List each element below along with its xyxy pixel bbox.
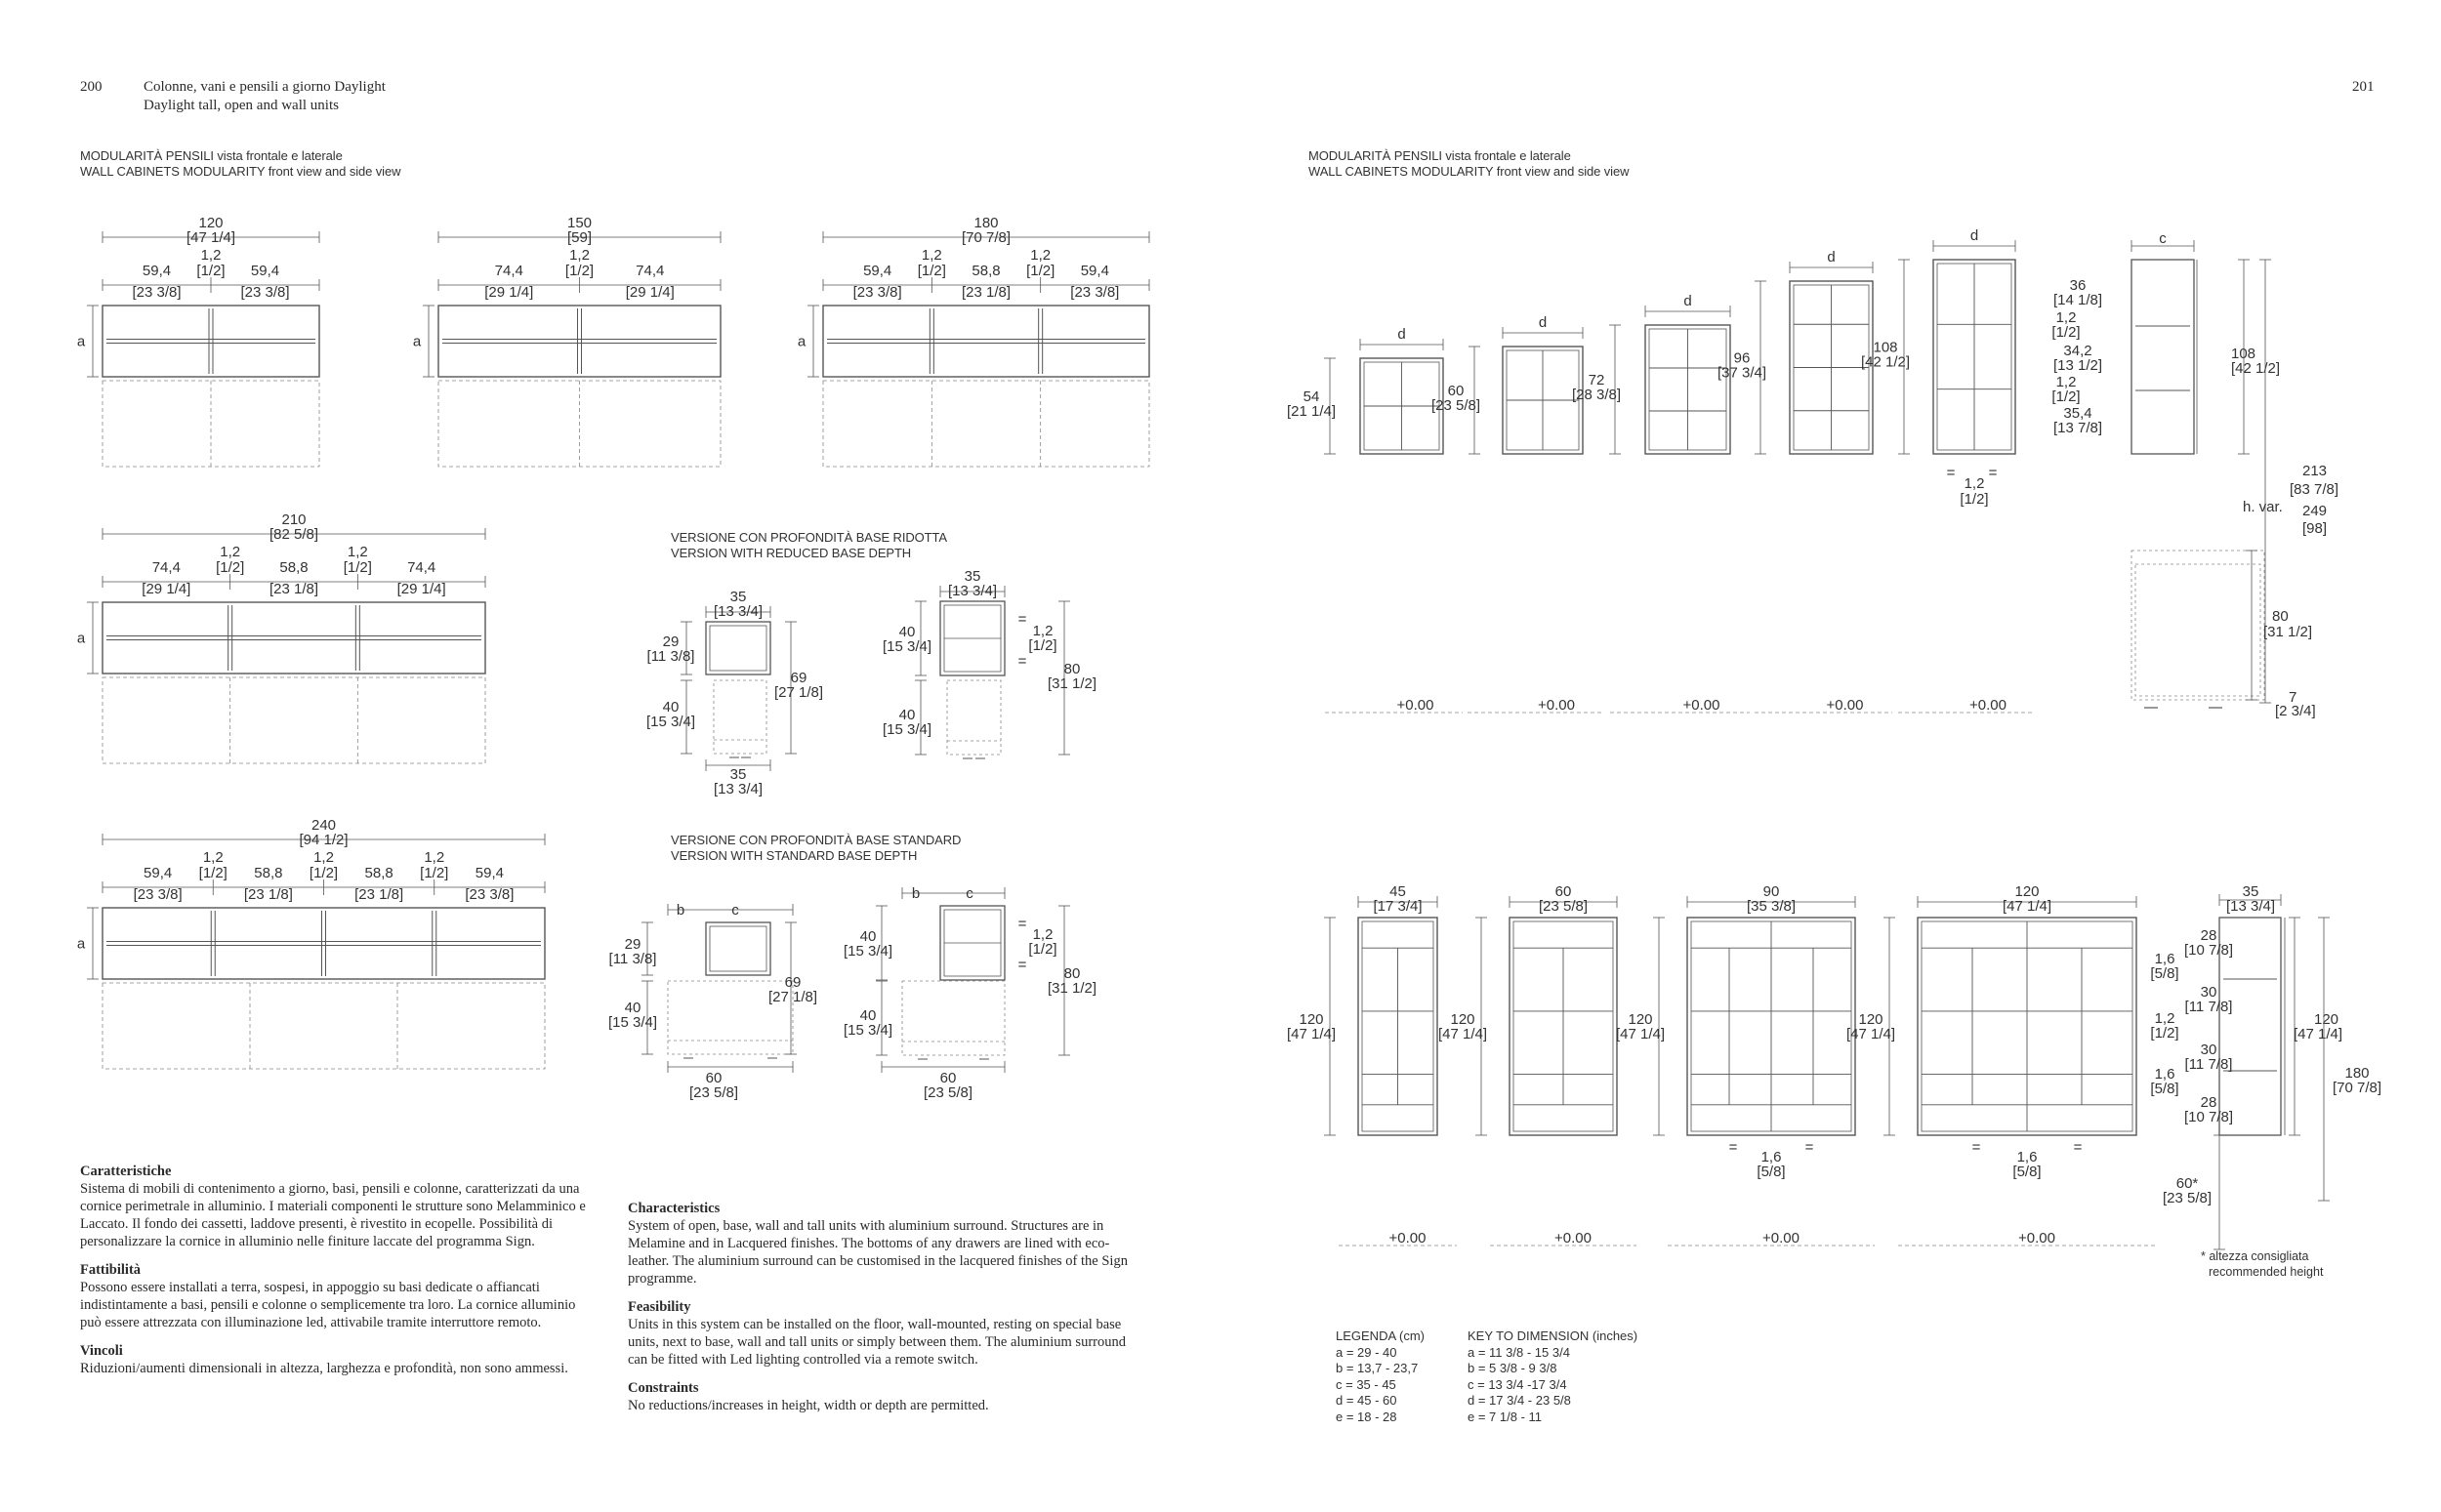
gap-width: 1,2 [1030, 247, 1052, 264]
dimension-label: 1,2 [2154, 1010, 2175, 1027]
dimension-label: 60 [705, 1070, 723, 1086]
dimension-label: 29 [624, 936, 641, 953]
dimension-label: [13 1/2] [2052, 357, 2103, 374]
dimension-label: [13 3/4] [947, 583, 998, 599]
cabinet-outline [103, 602, 485, 674]
legend-in-row: d = 17 3/4 - 23 5/8 [1468, 1393, 1571, 1408]
dimension-label: 34,2 [2063, 343, 2092, 359]
dimension-label: 1,6 [2154, 951, 2175, 967]
tall-base-unit [2131, 551, 2264, 700]
unit-width: 90 [1762, 883, 1780, 900]
eq-mark: = [1971, 1139, 1981, 1156]
dimension-label: 40 [898, 707, 916, 723]
eq-mark: = [1728, 1139, 1738, 1156]
floor-level-label: +0.00 [2018, 1230, 2055, 1246]
depth-c-label: c [2159, 230, 2167, 247]
dimension-label: [2 3/4] [2275, 703, 2316, 719]
dimension-label: 35,4 [2063, 405, 2092, 422]
module-width-in: [29 1/4] [484, 284, 534, 301]
unit-height: 120 [1858, 1011, 1883, 1028]
dimension-label: 1,6 [2154, 1066, 2175, 1083]
unit-height-in: [47 1/4] [1286, 1026, 1337, 1042]
paragraph-characteristics: System of open, base, wall and tall units with aluminium surround. Structures are in Melamine and in Lacquered finishes. The bottoms of any drawers are lined with eco-leather. The aluminium surround can be customised in the lacquered finishes of the Sign programme. [628, 1218, 1128, 1287]
dimension-label: = [1017, 957, 1027, 973]
floor-level-label: +0.00 [1762, 1230, 1800, 1246]
gap-width-in: [1/2] [917, 263, 946, 279]
gap-width-in: [1/2] [564, 263, 595, 279]
cabinet-outline [823, 306, 1149, 377]
module-width-in: [23 1/8] [961, 284, 1012, 301]
module-width: 58,8 [364, 865, 393, 881]
dimension-label: [1/2] [1028, 637, 1057, 654]
dimension-label: 80 [1063, 661, 1081, 677]
dimension-label: [15 3/4] [882, 638, 932, 655]
side-base-unit [947, 680, 1001, 755]
module-width-in: [23 1/8] [269, 581, 319, 597]
dimension-label: 213 [2302, 463, 2328, 479]
paragraph-vincoli: Riduzioni/aumenti dimensionali in altezza, larghezza e profondità, non sono ammessi. [80, 1361, 568, 1376]
dimension-label: [11 7/8] [2184, 999, 2233, 1015]
dimension-a-label: a [76, 630, 86, 647]
dimension-label: 60* [2175, 1175, 2199, 1192]
cabinet-outline [103, 908, 545, 979]
dimension-label: 35 [729, 766, 747, 783]
dimension-label: [23 5/8] [2162, 1190, 2213, 1206]
dimension-label: [23 5/8] [688, 1084, 739, 1101]
legend-cm-row: c = 35 - 45 [1336, 1376, 1396, 1392]
dimension-label: [11 3/8] [608, 951, 657, 967]
unit-height: 54 [1303, 388, 1320, 405]
gap-width-in: [1/2] [420, 865, 449, 881]
dimension-label: [31 1/2] [1047, 675, 1097, 692]
section-caption-left-it: MODULARITÀ PENSILI vista frontale e laterale [80, 148, 343, 163]
dimension-label: c [731, 902, 739, 919]
dimension-a-label: a [76, 333, 86, 350]
version-reduced-it: VERSIONE CON PROFONDITÀ BASE RIDOTTA [671, 530, 947, 545]
module-width-in: [23 3/8] [465, 886, 515, 903]
gap-width: 1,2 [200, 247, 222, 264]
module-width: 74,4 [407, 559, 436, 576]
side-wall-unit-inner [710, 926, 766, 971]
cabinet-total-width: 120 [198, 215, 224, 231]
dimension-label: 108 [2231, 346, 2256, 362]
module-width-in: [23 1/8] [354, 886, 404, 903]
tall-base-inner [2135, 564, 2260, 696]
module-width-in: [29 1/4] [625, 284, 675, 301]
unit-height-in: [21 1/4] [1286, 403, 1337, 420]
gap-width: 1,2 [313, 849, 334, 866]
module-width: 59,4 [144, 865, 173, 881]
eq-mark: = [1988, 465, 1998, 481]
side-wall-unit [706, 922, 770, 975]
module-width: 58,8 [972, 263, 1001, 279]
dimension-label: 35 [729, 589, 747, 605]
dimension-label: 40 [624, 1000, 641, 1016]
unit-height-in: [37 3/4] [1717, 364, 1767, 382]
depth-label: d [1538, 314, 1548, 331]
section-caption-left-en: WALL CABINETS MODULARITY front view and side view [80, 164, 401, 179]
heading-vincoli: Vincoli [80, 1343, 123, 1359]
legend-cm-row: b = 13,7 - 23,7 [1336, 1361, 1419, 1375]
unit-height-in: [47 1/4] [1845, 1026, 1896, 1042]
dimension-label: 1,2 [2055, 309, 2077, 326]
cabinet-total-width-in: [70 7/8] [961, 229, 1012, 246]
unit-height-in: [23 5/8] [1430, 397, 1481, 414]
dimension-label: [47 1/4] [2294, 1026, 2343, 1042]
gap-width: 1,2 [424, 849, 445, 866]
module-width-in: [23 3/8] [132, 284, 182, 301]
dimension-label: [15 3/4] [607, 1014, 658, 1031]
heading-feasibility: Feasibility [628, 1299, 691, 1315]
dimension-label: 60 [939, 1070, 957, 1086]
page-number-right: 201 [2352, 79, 2375, 95]
gap-width-in: [5/8] [2012, 1164, 2042, 1180]
floor-level-label: +0.00 [1969, 697, 2007, 714]
wall-unit-height-views [1287, 227, 2338, 719]
floor-level-label: +0.00 [1554, 1230, 1592, 1246]
paragraph-constraints: No reductions/increases in height, width or depth are permitted. [628, 1398, 989, 1413]
depth-label: d [1827, 249, 1836, 266]
dimension-label: [5/8] [2150, 1081, 2179, 1097]
eq-mark: = [2073, 1139, 2083, 1156]
tall-side-unit [2131, 260, 2194, 454]
dimension-label: 80 [1063, 965, 1081, 982]
dimension-label: h. var. [2243, 499, 2283, 515]
gap-width: 1,6 [1760, 1149, 1782, 1165]
section-caption-right-it: MODULARITÀ PENSILI vista frontale e laterale [1308, 148, 1571, 163]
legend-cm-row: a = 29 - 40 [1336, 1344, 1397, 1360]
cabinet-total-width-in: [82 5/8] [269, 526, 319, 543]
unit-height-in: [42 1/2] [1860, 353, 1911, 371]
unit-height: 96 [1733, 349, 1751, 367]
dimension-label: [11 3/8] [646, 648, 695, 665]
dimension-label: = [1017, 916, 1027, 932]
side-wall-unit-inner [710, 626, 766, 671]
side-base-unit [714, 680, 766, 754]
dimension-label: b [911, 885, 921, 902]
dimension-label: [27 1/8] [773, 684, 824, 701]
dimension-label: [1/2] [2150, 1025, 2179, 1042]
dimension-label: 30 [2200, 1042, 2217, 1058]
gap-width-in: [1/2] [196, 263, 226, 279]
dimension-label: 180 [2344, 1065, 2370, 1082]
unit-height: 120 [1299, 1011, 1324, 1028]
dimension-label: 1,2 [1032, 623, 1054, 639]
module-width-in: [23 3/8] [852, 284, 902, 301]
module-width: 59,4 [250, 263, 280, 279]
gap-width: 1,2 [220, 544, 241, 560]
module-width: 59,4 [863, 263, 892, 279]
dimension-label: = [1017, 653, 1027, 670]
dimension-label: 7 [2289, 689, 2297, 706]
dimension-label: 29 [662, 633, 680, 650]
page-title-en: Daylight tall, open and wall units [144, 98, 339, 113]
base-unit-outline [823, 381, 1149, 467]
dimension-label: [13 3/4] [2225, 898, 2276, 915]
gap-width-in: [5/8] [1757, 1164, 1786, 1180]
legend-in-row: e = 7 1/8 - 11 [1468, 1409, 1543, 1424]
tall-unit-width-views [1287, 883, 2381, 1249]
dimension-label: [15 3/4] [843, 943, 893, 960]
dimension-label: b [676, 902, 685, 919]
module-width: 74,4 [494, 263, 523, 279]
dimension-label: 35 [2242, 883, 2259, 900]
paragraph-fattibilita: Possono essere installati a terra, sospesi, in appoggio su basi dedicate o affiancati indistintamente a basi, pensili e colonne o semplicemente tra loro. La cornice alluminio può essere attrezzata con illuminazione led, attivabile tramite interruttore remoto. [80, 1280, 576, 1330]
cabinet-total-width-in: [94 1/2] [299, 832, 349, 848]
floor-level-label: +0.00 [1396, 697, 1434, 714]
dimension-label: [11 7/8] [2184, 1056, 2233, 1073]
dimension-label: 40 [662, 699, 680, 715]
module-width-in: [23 3/8] [133, 886, 183, 903]
dimension-label: 28 [2200, 927, 2217, 944]
dimension-label: [31 1/2] [1047, 980, 1097, 997]
unit-height: 120 [1450, 1011, 1475, 1028]
module-width-in: [29 1/4] [142, 581, 191, 597]
legend-cm-title: LEGENDA (cm) [1336, 1328, 1426, 1343]
dimension-label: [70 7/8] [2332, 1080, 2382, 1096]
unit-width-in: [47 1/4] [2002, 898, 2052, 915]
section-caption-right-en: WALL CABINETS MODULARITY front view and side view [1308, 164, 1630, 179]
heading-characteristics: Characteristics [628, 1201, 721, 1216]
dimension-label: = [1017, 611, 1027, 628]
dimension-label: [1/2] [2051, 324, 2081, 341]
height-note-en: recommended height [2209, 1264, 2324, 1279]
dimension-a-label: a [797, 333, 807, 350]
gap-width: 1,2 [921, 247, 942, 264]
cabinet-total-width-in: [47 1/4] [186, 229, 236, 246]
cabinet-total-width: 240 [310, 817, 337, 834]
dimension-a-label: a [76, 935, 86, 953]
dimension-label: 36 [2069, 277, 2087, 294]
dimension-label: [13 7/8] [2052, 420, 2103, 436]
module-width: 74,4 [636, 263, 665, 279]
depth-label: d [1397, 326, 1406, 343]
heading-fattibilita: Fattibilità [80, 1262, 142, 1278]
dimension-label: 40 [859, 1007, 877, 1024]
floor-level-label: +0.00 [1682, 697, 1720, 714]
dimension-label: [1/2] [2051, 388, 2081, 405]
version-standard-it: VERSIONE CON PROFONDITÀ BASE STANDARD [671, 833, 962, 847]
legend-in-row: c = 13 3/4 -17 3/4 [1468, 1376, 1567, 1392]
dimension-label: [27 1/8] [767, 989, 818, 1005]
dimension-label: 28 [2200, 1094, 2217, 1111]
legend-in-row: a = 11 3/8 - 15 3/4 [1468, 1344, 1570, 1360]
unit-height-in: [28 3/8] [1571, 387, 1622, 403]
dimension-label: 40 [859, 928, 877, 945]
base-unit-outline [103, 677, 485, 763]
depth-label: d [1969, 227, 1979, 244]
dimension-label: [98] [2302, 520, 2328, 537]
gap-width-in: [1/2] [309, 865, 339, 881]
unit-width: 45 [1389, 883, 1406, 900]
module-width: 59,4 [1080, 263, 1109, 279]
dimension-label: [15 3/4] [843, 1022, 893, 1039]
gap-width: 1,2 [1964, 475, 1985, 492]
unit-width-in: [35 3/8] [1746, 898, 1797, 915]
dimension-label: [1/2] [1028, 941, 1057, 958]
page-number-left: 200 [80, 79, 103, 95]
gap-width: 1,6 [2016, 1149, 2038, 1165]
dimension-label: 35 [964, 568, 981, 585]
legend-cm-row: d = 45 - 60 [1336, 1393, 1397, 1408]
base-unit-outline [103, 983, 545, 1069]
cabinet-total-width: 180 [973, 215, 999, 231]
floor-level-label: +0.00 [1826, 697, 1864, 714]
paragraph-caratteristiche: Sistema di mobili di contenimento a giorno, basi, pensili e colonne, caratterizzati da una cornice perimetrale in alluminio. I materiali componenti le strutture sono Melamminico e Laccato. Il fondo dei cassetti, laddove presenti, è rivestito in ecopelle. Possibilità di personalizzare la cornice in alluminio nelle finiture laccate del programma Sign. [80, 1181, 586, 1249]
dimension-label: [83 7/8] [2290, 481, 2339, 498]
side-wall-unit [706, 622, 770, 674]
dimension-label: [10 7/8] [2183, 942, 2234, 959]
module-width-in: [23 1/8] [243, 886, 293, 903]
dimension-label: [10 7/8] [2183, 1109, 2234, 1125]
height-note-it: * altezza consigliata [2201, 1249, 2309, 1263]
page-title-it: Colonne, vani e pensili a giorno Daylight [144, 79, 386, 95]
wall-cabinet-front-views [77, 215, 1149, 1069]
dimension-label: [31 1/2] [2263, 624, 2313, 640]
unit-height-in: [47 1/4] [1437, 1026, 1488, 1042]
dimension-label: 1,2 [2055, 374, 2077, 390]
dimension-label: 80 [2272, 608, 2289, 625]
heading-caratteristiche: Caratteristiche [80, 1164, 172, 1179]
module-width-in: [29 1/4] [396, 581, 446, 597]
unit-height: 108 [1873, 339, 1898, 356]
legend-in-title: KEY TO DIMENSION (inches) [1468, 1328, 1638, 1343]
unit-height: 60 [1447, 383, 1465, 399]
dimension-label: [14 1/8] [2052, 292, 2103, 308]
version-standard-en: VERSION WITH STANDARD BASE DEPTH [671, 848, 918, 863]
module-width: 58,8 [254, 865, 283, 881]
cabinet-total-width: 210 [281, 511, 307, 528]
unit-height-in: [47 1/4] [1615, 1026, 1666, 1042]
unit-width: 60 [1554, 883, 1572, 900]
version-reduced-en: VERSION WITH REDUCED BASE DEPTH [671, 546, 912, 560]
wall-cabinet-side-views [608, 568, 1096, 1101]
dimension-label: [42 1/2] [2231, 360, 2281, 377]
dimension-label: [13 3/4] [713, 603, 764, 620]
module-width-in: [23 3/8] [1070, 284, 1120, 301]
dimension-label: 120 [2314, 1011, 2339, 1028]
cabinet-total-width-in: [59] [566, 229, 593, 246]
dimension-label: [5/8] [2150, 965, 2179, 982]
cabinet-total-width: 150 [566, 215, 593, 231]
dimension-label: 40 [898, 624, 916, 640]
side-base-unit [902, 981, 1005, 1055]
unit-height: 120 [1628, 1011, 1653, 1028]
module-width: 74,4 [151, 559, 181, 576]
cabinet-outline [438, 306, 721, 377]
paragraph-feasibility: Units in this system can be installed on the floor, wall-mounted, resting on special base units, next to base, wall and tall units or simply between them. The aluminium surround can be fitted with Led lighting controlled via a remote switch. [628, 1317, 1126, 1368]
module-width-in: [23 3/8] [240, 284, 290, 301]
dimension-label: 249 [2302, 503, 2328, 519]
dimension-label: 30 [2200, 984, 2217, 1001]
gap-width-in: [1/2] [343, 559, 372, 576]
dimension-label: [15 3/4] [645, 714, 696, 730]
gap-width-in: [1/2] [198, 865, 228, 881]
gap-width: 1,2 [569, 247, 590, 264]
gap-width-in: [1/2] [216, 559, 245, 576]
dimension-a-label: a [412, 333, 422, 350]
unit-width-in: [17 3/4] [1373, 898, 1423, 915]
cabinet-outline [103, 306, 319, 377]
legend-in-row: b = 5 3/8 - 9 3/8 [1468, 1361, 1557, 1375]
unit-width-in: [23 5/8] [1538, 898, 1589, 915]
dimension-label: [13 3/4] [713, 781, 764, 797]
legend-cm-row: e = 18 - 28 [1336, 1409, 1397, 1424]
dimension-label: 69 [784, 974, 802, 991]
heading-constraints: Constraints [628, 1380, 699, 1396]
module-width: 58,8 [279, 559, 309, 576]
gap-width-in: [1/2] [1026, 263, 1055, 279]
eq-mark: = [1946, 465, 1956, 481]
eq-mark: = [1804, 1139, 1814, 1156]
floor-level-label: +0.00 [1388, 1230, 1427, 1246]
depth-label: d [1683, 293, 1692, 309]
gap-width: 1,2 [347, 544, 368, 560]
dimension-label: 1,2 [1032, 926, 1054, 943]
unit-width: 120 [2014, 883, 2040, 900]
dimension-label: [15 3/4] [882, 721, 932, 738]
dimension-label: c [966, 885, 973, 902]
module-width: 59,4 [475, 865, 504, 881]
gap-width: 1,2 [202, 849, 224, 866]
unit-height: 72 [1588, 372, 1605, 388]
floor-level-label: +0.00 [1538, 697, 1575, 714]
module-width: 59,4 [142, 263, 172, 279]
dimension-label: 69 [790, 670, 807, 686]
dimension-label: [23 5/8] [923, 1084, 973, 1101]
gap-width-in: [1/2] [1960, 491, 1989, 508]
